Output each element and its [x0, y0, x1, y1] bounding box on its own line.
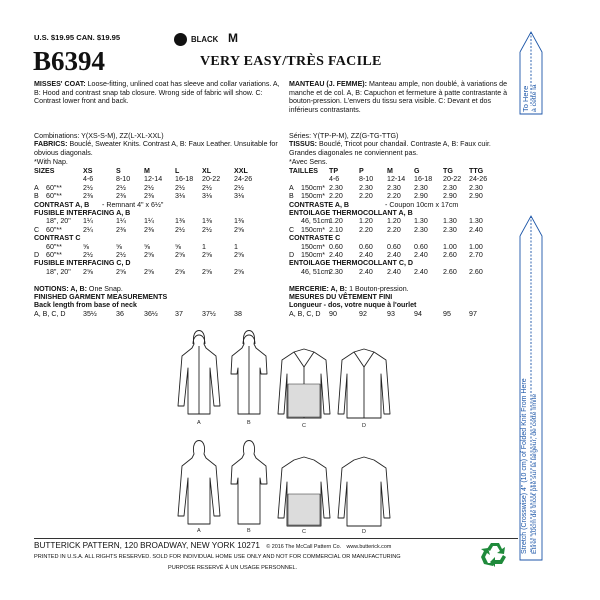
en-final-value: 37½	[202, 310, 216, 318]
en-yardage-value: 2⅝	[175, 267, 185, 276]
fr-yardage-value: 2.10	[329, 225, 343, 234]
en-size-range: 12-14	[144, 175, 163, 184]
fr-yardage-value: 1.30	[469, 217, 483, 226]
fr-size-header: M	[387, 167, 393, 175]
en-yardage-value: 2½	[202, 183, 212, 192]
en-fabric-width: 60"**	[46, 192, 62, 201]
en-yardage-value: 2⅝	[83, 267, 93, 276]
fr-final-label: A, B, C, D	[289, 310, 321, 318]
fr-yardage-value: 0.60	[414, 242, 428, 251]
en-size-header: L	[175, 167, 180, 175]
color-name: BLACK	[191, 35, 219, 44]
fr-fabrics	[289, 140, 511, 157]
fr-yardage-value: 2.40	[359, 251, 373, 259]
fr-table-row	[289, 209, 515, 217]
fr-back-length: Longueur - dos, votre nuque à l'ourlet	[289, 301, 417, 309]
fr-yardage-value: 2.20	[359, 225, 373, 234]
en-view-label: B	[34, 192, 39, 201]
en-table-row	[34, 184, 284, 192]
fr-fabric-width: 150cm*	[301, 251, 326, 259]
en-final-value: 36½	[144, 310, 158, 318]
sketch-c-back-contrast	[288, 494, 320, 525]
en-size-range: 8-10	[116, 175, 131, 184]
sketch-label: D	[362, 529, 366, 534]
en-fabric-width: 60"**	[46, 183, 62, 192]
en-table-row	[34, 209, 284, 217]
fr-size-header: G	[414, 167, 420, 175]
fr-fabrics-lead: TISSUS:	[289, 140, 317, 148]
fr-yardage-value: 2.90	[414, 192, 428, 201]
en-back-length-row	[34, 310, 284, 319]
en-yardage-value: 2⅝	[144, 267, 154, 276]
en-yardage-value: 1	[234, 242, 238, 251]
sketch-label: A	[197, 528, 201, 534]
fr-yardage-value: 2.90	[469, 192, 483, 201]
en-fabrics-body: Bouclé, Sweater Knits. Contrast A, B: Faux Leather. Unsuitable for obvious diagonals.	[34, 140, 278, 157]
stretch-bottom-label-2: Étirer 10cm de tricot plié sur la largeur, de cette limite	[531, 393, 538, 554]
fr-fabric-width: 150cm*	[301, 242, 326, 251]
sketch-label: C	[302, 529, 306, 534]
fr-notions-lead: MERCERIE: A, B:	[289, 285, 348, 293]
fr-view-label: D	[289, 251, 295, 259]
sketch-b-front	[231, 331, 267, 415]
en-table-row	[34, 226, 284, 234]
en-fabric-width: 60"**	[46, 251, 62, 259]
en-fabric-width: 18", 20"	[46, 267, 71, 276]
en-view-label: C	[34, 225, 40, 234]
en-yardage-value: 2⅜	[83, 192, 93, 201]
fr-yardage-value: 1.00	[443, 242, 457, 251]
en-view-label: FUSIBLE INTERFACING A, B	[34, 209, 131, 217]
en-yardage-value: ⅝	[116, 242, 122, 251]
fr-yardage-value: 2.40	[329, 251, 343, 259]
fr-size-range: 16-18	[414, 175, 433, 184]
en-yardage-value: 2½	[234, 183, 244, 192]
difficulty: VERY EASY/TRÈS FACILE	[200, 54, 382, 69]
en-yardage-value: 2½	[144, 183, 154, 192]
en-fabric-width: 18", 20"	[46, 217, 71, 226]
fr-fabric-width: 150cm*	[301, 225, 326, 234]
en-notions-lead: NOTIONS: A, B:	[34, 285, 87, 293]
en-size-range: 24-26	[234, 175, 253, 184]
en-final-value: 35½	[83, 310, 97, 318]
fr-yardage-value: 2.30	[443, 225, 457, 234]
en-finished-title: FINISHED GARMENT MEASUREMENTS	[34, 293, 168, 301]
en-yardage-value: 1¼	[116, 217, 126, 226]
size-code: M	[228, 31, 238, 45]
fr-table-row	[289, 217, 515, 225]
footer-company-name: BUTTERICK PATTERN, 120 BROADWAY, NEW YORK 10271	[34, 541, 260, 550]
fr-view-label: A	[289, 183, 294, 192]
fr-table-row	[289, 192, 515, 200]
fr-yardage-value: 2.30	[414, 225, 428, 234]
en-yardage-value: 1¼	[144, 217, 154, 226]
sketch-label: C	[302, 423, 306, 429]
fr-yardage-value: 2.90	[443, 192, 457, 201]
fr-size-range: 24-26	[469, 175, 488, 184]
en-yardage-value: 2⅝	[144, 251, 154, 259]
en-yardage-value: ⅝	[83, 242, 89, 251]
en-with-nap: *With Nap.	[34, 158, 68, 166]
en-final-value: 37	[175, 310, 183, 318]
fr-yardage-value: 1.30	[443, 217, 457, 226]
sketch-a-front	[178, 331, 220, 415]
en-notions-body: One Snap.	[88, 285, 123, 293]
en-yardage-value: 2⅜	[144, 192, 154, 201]
en-back-length: Back length from base of neck	[34, 301, 137, 309]
en-table-row	[34, 217, 284, 225]
fr-fabrics-body: Bouclé, Tricot pour chandail. Contraste A, B: Faux cuir. Grandes diagonales ne conviennent pas.	[289, 140, 491, 157]
fr-yardage-value: 2.40	[359, 267, 373, 276]
en-fabrics-lead: FABRICS:	[34, 140, 68, 148]
fr-yardage-value: 2.60	[443, 267, 457, 276]
fr-fabric-width: - Coupon 10cm x 17cm	[385, 200, 459, 209]
fr-size-range: 4-6	[329, 175, 340, 184]
en-yardage-value: 2⅝	[202, 251, 212, 259]
fr-size-range: 8-10	[359, 175, 374, 184]
fr-size-header: P	[359, 167, 364, 175]
en-view-label: A	[34, 183, 39, 192]
fr-yardage-value: 1.30	[414, 217, 428, 226]
en-view-label: CONTRAST A, B	[34, 200, 90, 209]
sketch-label: B	[247, 528, 251, 534]
en-yardage-value: 2⅝	[202, 267, 212, 276]
fr-yardage-value: 1.20	[359, 217, 373, 226]
en-size-header: SIZES	[34, 167, 55, 175]
en-description	[34, 80, 281, 106]
fr-yardage-value: 2.30	[329, 267, 343, 276]
en-yardage-value: ⅝	[175, 242, 181, 251]
en-yardage-value: 3⅛	[202, 192, 212, 201]
fr-fabric-width: 46, 51cm	[301, 267, 331, 276]
fr-yardage-value: 2.30	[414, 183, 428, 192]
en-yardage-value: 2⅜	[116, 225, 126, 234]
fr-yardage-value: 2.40	[469, 225, 483, 234]
fr-yardage-value: 2.40	[387, 267, 401, 276]
fr-yardage-value: 2.40	[414, 267, 428, 276]
sketch-d-front	[338, 349, 390, 418]
fr-yardage-value: 2.30	[469, 183, 483, 192]
fr-description-lead: MANTEAU (J. FEMME):	[289, 80, 368, 88]
fr-description	[289, 80, 511, 114]
fr-table-row	[289, 175, 515, 183]
fr-size-header: TAILLES	[289, 167, 319, 175]
fr-back-length-row	[289, 310, 515, 319]
fr-yardage-value: 0.60	[387, 242, 401, 251]
en-yardage-value: 2½	[202, 225, 212, 234]
fr-combinations: Séries: Y(TP-P-M), ZZ(G-TG-TTG)	[289, 132, 399, 140]
footer-copyright: © 2016 The McCall Pattern Co.	[266, 544, 342, 550]
fr-view-label: CONTRASTE C	[289, 234, 341, 243]
en-yardage-value: 1⅜	[175, 217, 185, 226]
en-size-range: 20-22	[202, 175, 221, 184]
en-yardage-value: 1⅜	[202, 217, 212, 226]
en-size-header: XS	[83, 167, 93, 175]
en-fabric-width: - Remnant 4" x 6½"	[102, 200, 164, 209]
fr-size-header: TP	[329, 167, 339, 175]
en-yardage-value: 2⅝	[175, 251, 185, 259]
fr-yardage-value: 2.30	[359, 183, 373, 192]
fr-table-row	[289, 259, 515, 267]
en-yardage-value: ⅝	[144, 242, 150, 251]
stretch-top-label-2: à cette la	[531, 84, 538, 112]
color-swatch	[174, 33, 187, 46]
en-yardage-value: 2½	[116, 183, 126, 192]
fr-yardage-value: 2.30	[387, 183, 401, 192]
fr-final-value: 95	[443, 310, 451, 318]
fr-size-header: TTG	[469, 167, 484, 175]
en-combinations: Combinations: Y(XS-S-M), ZZ(L-XL-XXL)	[34, 132, 164, 140]
sketch-d-back	[338, 457, 390, 526]
fr-yardage-value: 2.30	[443, 183, 457, 192]
fr-yardage-value: 2.20	[329, 192, 343, 201]
fr-yardage-value: 2.60	[469, 267, 483, 276]
fr-final-value: 93	[387, 310, 395, 318]
en-fabric-width: 60"**	[46, 242, 62, 251]
fr-final-value: 92	[359, 310, 367, 318]
en-final-value: 36	[116, 310, 124, 318]
fr-finished-title: MESURES DU VÊTEMENT FINI	[289, 293, 393, 301]
fr-yardage-value: 2.20	[359, 192, 373, 201]
pattern-number: B6394	[33, 46, 106, 76]
footer-printed	[34, 554, 401, 561]
en-final-value: 38	[234, 310, 242, 318]
fr-final-value: 90	[329, 310, 337, 318]
fr-yardage-table	[289, 167, 515, 277]
en-description-lead: MISSES' COAT:	[34, 80, 86, 88]
footer-printed-2: PURPOSE RESERVÉ À UN USAGE PERSONNEL.	[168, 565, 298, 571]
stretch-bottom-label-1: Stretch (Crosswise) 4" (10 cm) of Folded Knit From Here	[521, 378, 528, 554]
sketch-label: B	[247, 420, 251, 426]
fr-table-row	[289, 167, 515, 175]
fr-view-label: CONTRASTE A, B	[289, 200, 350, 209]
fr-notions-body: 1 Bouton-pression.	[349, 285, 409, 293]
en-yardage-value: 2¼	[83, 225, 93, 234]
en-yardage-value: 3⅛	[175, 192, 185, 201]
fr-yardage-value: 2.40	[414, 251, 428, 259]
fr-view-label: ENTOILAGE THERMOCOLLANT C, D	[289, 259, 414, 268]
en-yardage-value: 1¼	[83, 217, 93, 226]
fr-size-range: 20-22	[443, 175, 462, 184]
en-yardage-value: 3⅛	[234, 192, 244, 201]
en-yardage-value: 2½	[83, 183, 93, 192]
sketch-a-back	[178, 441, 220, 525]
sketch-c-contrast-panel	[288, 384, 320, 417]
fr-yardage-value: 2.30	[329, 183, 343, 192]
fr-yardage-value: 1.20	[329, 217, 343, 226]
en-table-row	[34, 259, 284, 267]
fr-description-body: Manteau ample, non doublé, à variations de manche et de col. A, B: Capuchon et fermeture à patte contrastante à bouton-pression. L'envers du tissu sera visible. C: Devant et dos inférieurs contrastants.	[289, 80, 508, 114]
en-yardage-value: 2⅝	[234, 251, 244, 259]
fr-yardage-value: 0.60	[359, 242, 373, 251]
footer-company	[34, 542, 391, 551]
en-yardage-value: 2⅜	[144, 225, 154, 234]
en-yardage-value: 2½	[175, 183, 185, 192]
fr-view-label: ENTOILAGE THERMOCOLLANT A, B	[289, 209, 413, 217]
fr-yardage-value: 2.70	[469, 251, 483, 259]
en-yardage-value: 2⅝	[234, 225, 244, 234]
en-table-row	[34, 201, 284, 209]
en-description-body: Loose-fitting, unlined coat has sleeve and collar variations. A, B: Hood and contrast snap tab closure. Wrong side of fabric will show. C: Contrast lower front and back.	[34, 80, 280, 105]
en-table-row	[34, 243, 284, 251]
fr-yardage-value: 1.00	[469, 242, 483, 251]
stretch-gauge	[518, 26, 544, 570]
fr-view-label: B	[289, 192, 294, 201]
en-table-row	[34, 234, 284, 242]
recycle-icon	[480, 541, 510, 569]
en-table-row	[34, 175, 284, 183]
en-yardage-value: 1⅜	[234, 217, 244, 226]
stretch-top-label-1: To Here	[521, 85, 530, 112]
en-view-label: CONTRAST C	[34, 234, 81, 243]
fr-table-row	[289, 226, 515, 234]
fr-fabric-width: 46, 51cm	[301, 217, 331, 226]
fr-table-row	[289, 243, 515, 251]
en-size-range: 4-6	[83, 175, 94, 184]
en-size-header: M	[144, 167, 150, 175]
en-size-header: S	[116, 167, 121, 175]
footer-divider	[34, 538, 518, 539]
en-yardage-table	[34, 167, 284, 277]
fr-view-label: C	[289, 225, 295, 234]
fr-yardage-value: 2.20	[387, 192, 401, 201]
fr-fabric-width: 150cm*	[301, 183, 326, 192]
en-table-row	[34, 268, 284, 276]
en-fabric-width: 60"**	[46, 225, 62, 234]
en-yardage-value: 2½	[83, 251, 93, 259]
en-size-header: XXL	[234, 167, 248, 175]
fr-size-header: TG	[443, 167, 453, 175]
fr-yardage-value: 2.20	[387, 225, 401, 234]
en-view-label: FUSIBLE INTERFACING C, D	[34, 259, 131, 268]
en-final-label: A, B, C, D	[34, 310, 66, 318]
fr-with-nap: *Avec Sens.	[289, 158, 328, 166]
fr-fabric-width: 150cm*	[301, 192, 326, 201]
fr-table-row	[289, 251, 515, 259]
fr-size-range: 12-14	[387, 175, 406, 184]
en-table-row	[34, 192, 284, 200]
en-yardage-value: 2⅝	[234, 267, 244, 276]
sketch-label: A	[197, 420, 201, 426]
fr-table-row	[289, 268, 515, 276]
en-fabrics	[34, 140, 281, 157]
en-table-row	[34, 167, 284, 175]
fr-yardage-value: 2.60	[443, 251, 457, 259]
fr-final-value: 94	[414, 310, 422, 318]
fr-table-row	[289, 201, 515, 209]
fr-yardage-value: 2.40	[387, 251, 401, 259]
sketch-b-back	[231, 441, 267, 525]
garment-sketches	[150, 322, 440, 534]
fr-table-row	[289, 184, 515, 192]
en-yardage-value: 2½	[116, 251, 126, 259]
en-view-label: D	[34, 251, 40, 259]
en-table-row	[34, 251, 284, 259]
en-size-header: XL	[202, 167, 212, 175]
en-yardage-value: 2⅝	[116, 267, 126, 276]
sketch-label: D	[362, 423, 366, 429]
fr-final-value: 97	[469, 310, 477, 318]
printed-line-1: PRINTED IN U.S.A. ALL RIGHTS RESERVED. SOLD FOR INDIVIDUAL HOME USE ONLY AND NOT FOR COMMERCIAL OR MANUFACTURING	[34, 554, 401, 560]
footer-website: www.butterick.com	[346, 544, 392, 550]
price: U.S. $19.95 CAN. $19.95	[34, 33, 121, 42]
fr-yardage-value: 0.60	[329, 242, 343, 251]
en-yardage-value: 1	[202, 242, 206, 251]
fr-table-row	[289, 234, 515, 242]
en-yardage-value: 2⅜	[116, 192, 126, 201]
fr-yardage-value: 1.20	[387, 217, 401, 226]
en-yardage-value: 2½	[175, 225, 185, 234]
en-size-range: 16-18	[175, 175, 194, 184]
